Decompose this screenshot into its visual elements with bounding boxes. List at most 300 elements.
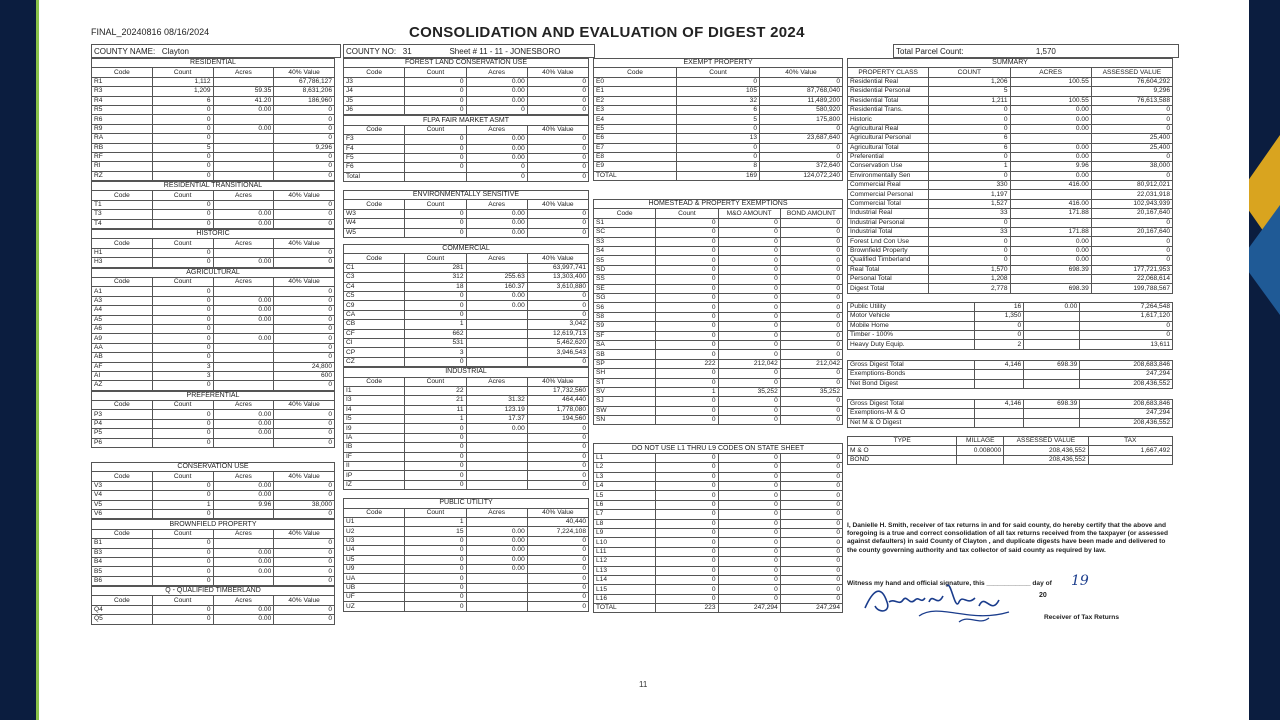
table-row-cell: 0 bbox=[780, 519, 842, 528]
table-row-cell: 21 bbox=[405, 396, 466, 405]
table-row-cell: 0 bbox=[405, 546, 466, 555]
table-row-cell: 0 bbox=[527, 480, 588, 489]
table-row bbox=[344, 338, 589, 347]
table-row-cell bbox=[466, 452, 527, 461]
table-row-cell: 0 bbox=[152, 306, 213, 315]
table-row bbox=[344, 471, 589, 480]
table-row-cell: 0 bbox=[718, 350, 780, 359]
section-title-text: ENVIRONMENTALLY SENSITIVE bbox=[344, 191, 589, 200]
table-row-cell: 8,631,206 bbox=[274, 87, 335, 96]
header-row bbox=[92, 401, 335, 410]
table-row-cell: 662 bbox=[405, 329, 466, 338]
section-title-text: HOMESTEAD & PROPERTY EXEMPTIONS bbox=[594, 200, 843, 209]
table-row bbox=[594, 528, 843, 537]
table-row bbox=[848, 370, 1173, 379]
table-row-cell: 76,604,292 bbox=[1091, 77, 1172, 86]
table-row bbox=[344, 536, 589, 545]
table-row-cell: 0 bbox=[780, 482, 842, 491]
table-row-cell: 24,800 bbox=[274, 362, 335, 371]
table-row-cell: SS bbox=[594, 275, 656, 284]
table-row-cell: 0 bbox=[780, 472, 842, 481]
table-row-cell: 0.00 bbox=[466, 153, 527, 162]
table-row bbox=[92, 115, 335, 124]
section-title-text: BROWNFIELD PROPERTY bbox=[92, 520, 335, 529]
section-title bbox=[92, 587, 335, 596]
table-row-cell: 0 bbox=[1091, 124, 1172, 133]
table-row-cell: 0 bbox=[780, 566, 842, 575]
table-row-cell: Personal Total bbox=[848, 274, 929, 283]
table-row-cell: S1 bbox=[594, 218, 656, 227]
table-row-cell: A6 bbox=[92, 324, 153, 333]
table-row-cell: E9 bbox=[594, 162, 677, 171]
table-row bbox=[594, 594, 843, 603]
header-row-cell: M&O AMOUNT bbox=[718, 209, 780, 218]
table-row-cell: 0 bbox=[274, 210, 335, 219]
header-row-cell: Acres bbox=[466, 254, 527, 263]
signature-day: 19 bbox=[1071, 573, 1089, 589]
table-row-cell: 0 bbox=[274, 353, 335, 362]
table-row-cell: 416.00 bbox=[1010, 199, 1091, 208]
table-row-cell: 0.00 bbox=[1010, 152, 1091, 161]
table-row-cell: 169 bbox=[677, 171, 760, 180]
receiver-label: Receiver of Tax Returns bbox=[1044, 614, 1120, 621]
table-row-cell: 0 bbox=[718, 585, 780, 594]
section-title-text: CONSERVATION USE bbox=[92, 463, 335, 472]
table-row bbox=[848, 284, 1173, 293]
header-row-cell: Count bbox=[405, 200, 466, 209]
table-row-cell bbox=[213, 287, 274, 296]
table-row-cell: A5 bbox=[92, 315, 153, 324]
table-row bbox=[92, 77, 335, 86]
table-row-cell: F4 bbox=[344, 144, 405, 153]
table-row bbox=[594, 228, 843, 237]
table-row-cell: 0 bbox=[718, 303, 780, 312]
header-row-cell: Count bbox=[152, 529, 213, 538]
header-row-cell: Code bbox=[344, 377, 405, 386]
table-row-cell: 0 bbox=[718, 275, 780, 284]
table-row-cell: 33 bbox=[929, 228, 1010, 237]
table-row-cell: 0 bbox=[760, 152, 843, 161]
table-row-cell: U1 bbox=[344, 517, 405, 526]
parcel-count: 1,570 bbox=[1035, 46, 1056, 56]
table-row-cell: 0 bbox=[656, 472, 718, 481]
table-row bbox=[344, 153, 589, 162]
parcel-count-label: Total Parcel Count: bbox=[896, 46, 964, 56]
section-title-text: DO NOT USE L1 THRU L9 CODES ON STATE SHEET bbox=[594, 444, 843, 453]
table-row-cell: 0 bbox=[152, 343, 213, 352]
table-row bbox=[848, 312, 1173, 321]
table-row-cell: IZ bbox=[344, 480, 405, 489]
table-row bbox=[594, 115, 843, 124]
table-row bbox=[92, 615, 335, 624]
table-row bbox=[344, 329, 589, 338]
table-row-cell: 0 bbox=[656, 303, 718, 312]
table-row-cell: 0 bbox=[718, 594, 780, 603]
table-row-cell: 0 bbox=[1091, 218, 1172, 227]
table-row-cell: 17.37 bbox=[466, 415, 527, 424]
table-row-cell: 22 bbox=[405, 386, 466, 395]
table-row bbox=[594, 218, 843, 227]
table-row-cell bbox=[466, 329, 527, 338]
table-row bbox=[344, 357, 589, 366]
table-row-cell: E4 bbox=[594, 115, 677, 124]
table-row bbox=[92, 143, 335, 152]
table-row-cell: L13 bbox=[594, 566, 656, 575]
table-row-cell: 0 bbox=[274, 548, 335, 557]
table-row-cell: 0 bbox=[1091, 152, 1172, 161]
table-row-cell: 0.00 bbox=[1010, 171, 1091, 180]
table-row-cell: E5 bbox=[594, 124, 677, 133]
header-row-cell: 40% Value bbox=[274, 277, 335, 286]
table-row-cell: T1 bbox=[92, 200, 153, 209]
table-row-cell: 38,000 bbox=[1091, 162, 1172, 171]
table-row-cell: BOND bbox=[848, 455, 957, 464]
table-row-cell: 0 bbox=[780, 378, 842, 387]
table-row-cell: 0 bbox=[152, 315, 213, 324]
table-row-cell: 0 bbox=[656, 594, 718, 603]
table-row-cell: 87,768,040 bbox=[760, 87, 843, 96]
table-row-cell: 0.00 bbox=[466, 87, 527, 96]
table-row-cell: 1,350 bbox=[975, 312, 1024, 321]
public-utility-table bbox=[343, 498, 589, 612]
table-row-cell: 0 bbox=[718, 331, 780, 340]
table-row-cell: S8 bbox=[594, 312, 656, 321]
table-row-cell: 0 bbox=[780, 322, 842, 331]
table-row bbox=[92, 509, 335, 518]
table-row bbox=[848, 330, 1173, 339]
table-row-cell bbox=[957, 455, 1004, 464]
table-row-cell: 9.96 bbox=[1010, 162, 1091, 171]
table-row-cell: Commercial Personal bbox=[848, 190, 929, 199]
table-row-cell: 1 bbox=[656, 387, 718, 396]
table-row-cell: 0 bbox=[274, 491, 335, 500]
table-row-cell: Forest Lnd Con Use bbox=[848, 237, 929, 246]
header-row-cell: Code bbox=[594, 209, 656, 218]
exempt-property-table bbox=[593, 58, 843, 181]
table-row-cell: 0 bbox=[152, 105, 213, 114]
table-row-cell: 8 bbox=[677, 162, 760, 171]
conservation-use-table bbox=[91, 462, 335, 519]
header-row-cell: Acres bbox=[213, 277, 274, 286]
table-row-cell: 20,167,640 bbox=[1091, 209, 1172, 218]
table-row-cell: 100.55 bbox=[1010, 96, 1091, 105]
table-row-cell: R1 bbox=[92, 77, 153, 86]
table-row-cell: 0 bbox=[152, 353, 213, 362]
header-row-cell: TYPE bbox=[848, 437, 957, 446]
header-row-cell: 40% Value bbox=[274, 529, 335, 538]
table-row-cell: 0 bbox=[274, 615, 335, 624]
table-row bbox=[344, 77, 589, 86]
table-row-cell: 0 bbox=[405, 424, 466, 433]
table-row-cell: 0 bbox=[152, 509, 213, 518]
table-row-cell: 0 bbox=[274, 200, 335, 209]
table-row-cell bbox=[466, 263, 527, 272]
section-title bbox=[92, 182, 335, 191]
table-row-cell: 67,786,127 bbox=[274, 77, 335, 86]
table-row-cell: Industrial Real bbox=[848, 209, 929, 218]
table-row-cell: CA bbox=[344, 310, 405, 319]
table-row bbox=[594, 350, 843, 359]
table-row-cell: 160.37 bbox=[466, 282, 527, 291]
table-row-cell bbox=[213, 438, 274, 447]
header-row-cell: 40% Value bbox=[274, 68, 335, 77]
table-row-cell: 1,527 bbox=[929, 199, 1010, 208]
table-row-cell: 5 bbox=[929, 87, 1010, 96]
table-row-cell: W5 bbox=[344, 228, 405, 237]
table-row-cell: 0 bbox=[718, 491, 780, 500]
table-row-cell: 0 bbox=[780, 247, 842, 256]
table-row-cell: 0 bbox=[405, 443, 466, 452]
header-row-cell: Code bbox=[92, 191, 153, 200]
table-row bbox=[848, 143, 1173, 152]
table-row-cell: Total bbox=[344, 172, 405, 181]
table-row-cell bbox=[975, 418, 1024, 427]
header-row-cell: MILLAGE bbox=[957, 437, 1004, 446]
table-row bbox=[594, 171, 843, 180]
table-row-cell: W4 bbox=[344, 219, 405, 228]
section-title-text: INDUSTRIAL bbox=[344, 368, 589, 377]
table-row-cell: RZ bbox=[92, 171, 153, 180]
table-row-cell: M & O bbox=[848, 446, 957, 455]
table-row-cell: 0 bbox=[527, 471, 588, 480]
table-row-cell: 0 bbox=[274, 557, 335, 566]
table-row bbox=[594, 519, 843, 528]
sheet-label: Sheet # 11 - 11 - JONESBORO bbox=[449, 46, 561, 56]
table-row-cell: 0 bbox=[677, 124, 760, 133]
table-row-cell: 25,400 bbox=[1091, 143, 1172, 152]
header-row-cell: TAX bbox=[1088, 437, 1172, 446]
table-row-cell: 0 bbox=[718, 500, 780, 509]
table-row-cell: 177,721,953 bbox=[1091, 265, 1172, 274]
table-row bbox=[92, 410, 335, 419]
table-row-cell: 0 bbox=[152, 548, 213, 557]
table-row bbox=[344, 564, 589, 573]
header-row-cell: Code bbox=[344, 200, 405, 209]
table-row-cell: F6 bbox=[344, 163, 405, 172]
table-row-cell: 0 bbox=[405, 452, 466, 461]
table-row-cell: 0 bbox=[527, 153, 588, 162]
header-row-cell: Count bbox=[405, 254, 466, 263]
table-row-cell: 0 bbox=[274, 381, 335, 390]
section-title bbox=[344, 499, 589, 508]
table-row bbox=[594, 369, 843, 378]
table-row-cell: 0.00 bbox=[213, 258, 274, 267]
table-row-cell: 0 bbox=[527, 357, 588, 366]
table-row bbox=[92, 324, 335, 333]
table-row-cell: L9 bbox=[594, 528, 656, 537]
section-title-text: RESIDENTIAL bbox=[92, 59, 335, 68]
table-row bbox=[594, 472, 843, 481]
table-row bbox=[594, 293, 843, 302]
table-row-cell: 330 bbox=[929, 181, 1010, 190]
table-row bbox=[594, 604, 843, 613]
table-row-cell: 123.19 bbox=[466, 405, 527, 414]
header-row-cell: Code bbox=[92, 596, 153, 605]
table-row-cell: L7 bbox=[594, 510, 656, 519]
table-row-cell: 0 bbox=[274, 258, 335, 267]
table-row-cell: 0 bbox=[405, 291, 466, 300]
table-row-cell bbox=[466, 574, 527, 583]
header-row-cell: Acres bbox=[466, 508, 527, 517]
table-row bbox=[594, 340, 843, 349]
header-row-cell: ACRES bbox=[1010, 68, 1091, 77]
table-row-cell: J6 bbox=[344, 105, 405, 114]
table-row-cell: 0 bbox=[718, 312, 780, 321]
table-row-cell: 0 bbox=[780, 594, 842, 603]
table-row-cell: 0.00 bbox=[213, 105, 274, 114]
table-row-cell: 0 bbox=[718, 519, 780, 528]
table-row bbox=[594, 500, 843, 509]
table-row-cell: 0 bbox=[718, 547, 780, 556]
table-row-cell: SB bbox=[594, 350, 656, 359]
header-row-cell: Code bbox=[92, 239, 153, 248]
table-row-cell: 580,920 bbox=[760, 105, 843, 114]
table-row bbox=[344, 273, 589, 282]
header-row bbox=[848, 437, 1173, 446]
table-row-cell: 0.00 bbox=[466, 424, 527, 433]
table-row-cell: 0 bbox=[405, 209, 466, 218]
table-row-cell: 38,000 bbox=[274, 500, 335, 509]
table-row-cell: 0 bbox=[718, 228, 780, 237]
section-title bbox=[92, 230, 335, 239]
table-row-cell: 194,560 bbox=[527, 415, 588, 424]
table-row-cell: 0 bbox=[718, 472, 780, 481]
table-row-cell: 0 bbox=[405, 77, 466, 86]
table-row-cell: 0 bbox=[405, 219, 466, 228]
table-row-cell bbox=[1024, 312, 1080, 321]
table-row bbox=[92, 287, 335, 296]
table-row bbox=[848, 124, 1173, 133]
header-row bbox=[344, 254, 589, 263]
table-row-cell: 0 bbox=[656, 547, 718, 556]
table-row-cell: 0 bbox=[527, 310, 588, 319]
table-row-cell: 247,294 bbox=[1080, 409, 1173, 418]
table-row-cell: 0 bbox=[718, 265, 780, 274]
header-row bbox=[92, 596, 335, 605]
table-row-cell: 3,610,880 bbox=[527, 282, 588, 291]
header-row-cell: Code bbox=[344, 68, 405, 77]
table-row-cell: 11 bbox=[405, 405, 466, 414]
table-row-cell: 0 bbox=[718, 453, 780, 462]
table-row-cell: 0 bbox=[527, 546, 588, 555]
table-row-cell: RF bbox=[92, 152, 153, 161]
table-row-cell: 0 bbox=[718, 510, 780, 519]
table-row-cell: 0 bbox=[274, 315, 335, 324]
table-row bbox=[344, 87, 589, 96]
table-row-cell: 0 bbox=[405, 462, 466, 471]
table-row-cell: IB bbox=[344, 443, 405, 452]
table-row-cell: 0 bbox=[466, 172, 527, 181]
table-row-cell: 4,146 bbox=[975, 360, 1024, 369]
county-no: 31 bbox=[402, 46, 412, 56]
table-row bbox=[92, 343, 335, 352]
table-row-cell: 0 bbox=[527, 301, 588, 310]
table-row-cell: Agricultural Personal bbox=[848, 134, 929, 143]
homestead-exemptions-table bbox=[593, 199, 843, 425]
table-row bbox=[92, 481, 335, 490]
table-row-cell: 102,943,939 bbox=[1091, 199, 1172, 208]
table-row-cell: 0 bbox=[656, 453, 718, 462]
table-row-cell: 0 bbox=[760, 124, 843, 133]
header-row-cell: Acres bbox=[213, 401, 274, 410]
table-row-cell: 698.39 bbox=[1024, 399, 1080, 408]
table-row-cell: 0 bbox=[274, 410, 335, 419]
table-row-cell: 0 bbox=[527, 583, 588, 592]
table-row-cell: L1 bbox=[594, 453, 656, 462]
table-row-cell: 31.32 bbox=[466, 396, 527, 405]
table-row-cell: 0 bbox=[152, 381, 213, 390]
table-row-cell: 0 bbox=[780, 331, 842, 340]
table-row bbox=[344, 219, 589, 228]
header-row-cell: Code bbox=[594, 68, 677, 77]
table-row-cell: 0 bbox=[152, 287, 213, 296]
table-row-cell: P3 bbox=[92, 410, 153, 419]
table-row-cell: UZ bbox=[344, 602, 405, 611]
table-row-cell bbox=[466, 480, 527, 489]
table-row-cell: 13,611 bbox=[1080, 340, 1173, 349]
table-row bbox=[594, 152, 843, 161]
table-row-cell: 0.00 bbox=[1010, 143, 1091, 152]
table-row-cell bbox=[213, 362, 274, 371]
year-prefix: 20 bbox=[1039, 592, 1047, 599]
table-row bbox=[344, 163, 589, 172]
table-row-cell: 0 bbox=[780, 491, 842, 500]
table-row-cell: 0.00 bbox=[466, 135, 527, 144]
table-row-cell: 0.00 bbox=[1010, 246, 1091, 255]
table-row-cell: 0 bbox=[656, 491, 718, 500]
table-row-cell: 0.00 bbox=[466, 77, 527, 86]
table-row bbox=[594, 124, 843, 133]
table-row bbox=[848, 209, 1173, 218]
table-row bbox=[344, 228, 589, 237]
table-row bbox=[848, 446, 1173, 455]
header-row-cell: Acres bbox=[466, 377, 527, 386]
table-row-cell: 0 bbox=[718, 397, 780, 406]
table-row-cell: 0.00 bbox=[213, 615, 274, 624]
table-row-cell: 76,613,588 bbox=[1091, 96, 1172, 105]
table-row-cell: 0 bbox=[152, 481, 213, 490]
section-title bbox=[594, 59, 843, 68]
table-row bbox=[92, 124, 335, 133]
table-row-cell: 40,440 bbox=[527, 517, 588, 526]
table-row-cell: 0 bbox=[405, 163, 466, 172]
table-row-cell: U4 bbox=[344, 546, 405, 555]
table-row-cell: 0 bbox=[527, 443, 588, 452]
section-title bbox=[92, 59, 335, 68]
table-row-cell: P5 bbox=[92, 429, 153, 438]
table-row-cell: 2 bbox=[975, 340, 1024, 349]
table-row bbox=[344, 282, 589, 291]
table-row bbox=[848, 246, 1173, 255]
table-row bbox=[92, 152, 335, 161]
table-row-cell: U9 bbox=[344, 564, 405, 573]
table-row-cell: 9,296 bbox=[274, 143, 335, 152]
header-row-cell: 40% Value bbox=[274, 239, 335, 248]
table-row bbox=[92, 548, 335, 557]
table-row-cell: 208,683,846 bbox=[1080, 399, 1173, 408]
header-row-cell: Acres bbox=[466, 200, 527, 209]
table-row-cell: 0 bbox=[152, 152, 213, 161]
table-row bbox=[848, 228, 1173, 237]
table-row-cell bbox=[466, 462, 527, 471]
file-label: FINAL_20240816 08/16/2024 bbox=[91, 27, 210, 37]
table-row-cell: SE bbox=[594, 284, 656, 293]
table-row-cell bbox=[466, 433, 527, 442]
table-row-cell: AI bbox=[92, 371, 153, 380]
table-row-cell: 0.00 bbox=[213, 410, 274, 419]
column-2 bbox=[343, 58, 589, 612]
table-row-cell: 16 bbox=[975, 302, 1024, 311]
